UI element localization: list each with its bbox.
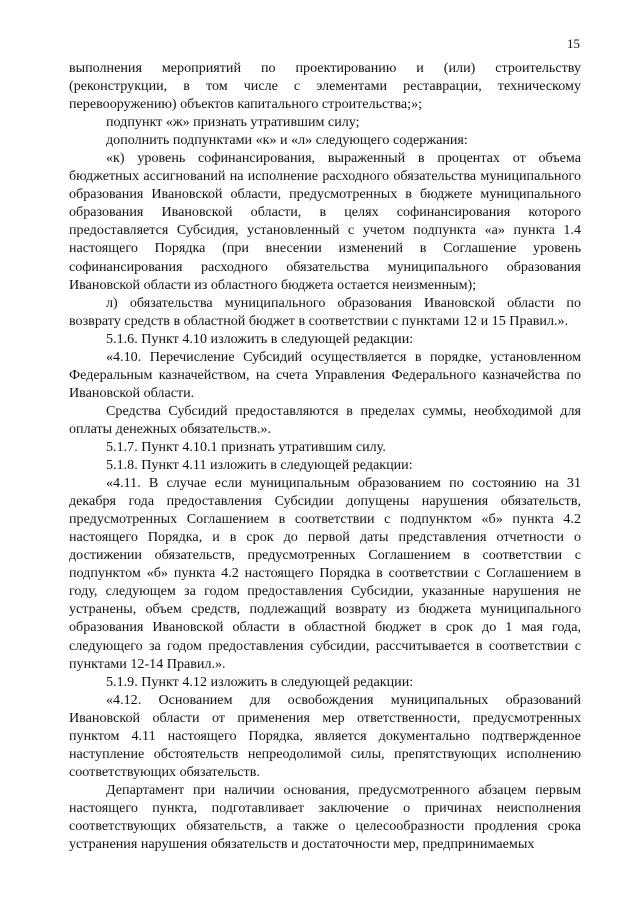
paragraph-subclause-zh: подпункт «ж» признать утратившим силу; [106,114,360,131]
paragraph-4-11: «4.11. В случае если муниципальным образованием по состоянию на 31 декабря года предоставления Субсидии допущены нарушения обязательств, предусмотренных Соглашением в соответствии с подпунктом «б» пункта 4.2 настоящего Порядка, и в срок до первой даты представления отчетности о достижении обязательств, предусмотренных Соглашением в соответствии с подпунктом «б» пункта 4.2 настоящего Порядка в соответствии с Соглашением в году, следующем за годом предоставления Субсидии, указанные нарушения не устранены, объем средств, подлежащий возврату из бюджета муниципального образования Ивановской области в областной бюджет в срок до 1 мая года, следующего за годом предоставления субсидии, рассчитывается в соответствии с пунктами 12-14 Правил.». [69,475,581,672]
paragraph-5-1-9: 5.1.9. Пункт 4.12 изложить в следующей редакции: [106,673,414,690]
paragraph-continuation: выполнения мероприятий по проектированию и (или) строительству (реконструкции, в том числе с элементами реставрации, техническому перевооружению) объектов капитального строительства;»; [69,60,581,113]
paragraph-add-subclauses: дополнить подпунктами «к» и «л» следующего содержания: [106,132,468,149]
paragraph-subsidy-funds: Средства Субсидий предоставляются в пределах суммы, необходимой для оплаты денежных обязательств.». [69,402,581,437]
paragraph-5-1-6: 5.1.6. Пункт 4.10 изложить в следующей редакции: [106,330,414,347]
paragraph-subclause-l: л) обязательства муниципального образования Ивановской области по возврату средств в областной бюджет в соответствии с пунктами 12 и 15 Правил.». [69,294,581,329]
paragraph-4-12: «4.12. Основанием для освобождения муниципальных образований Ивановской области от применения мер ответственности, предусмотренных пунктом 4.11 настоящего Порядка, является документально подтвержденное наступление обстоятельств непреодолимой силы, препятствующих исполнению соответствующих обязательств. [69,691,581,780]
paragraph-5-1-7: 5.1.7. Пункт 4.10.1 признать утратившим силу. [106,438,386,455]
paragraph-department: Департамент при наличии основания, предусмотренного абзацем первым настоящего пункта, подготавливает заключение о причинах неисполнения соответствующих обязательств, а также о целесообразности продления срока устранения нарушения обязательств и достаточности мер, предпринимаемых [69,781,581,853]
document-body [69,59,581,853]
paragraph-4-10: «4.10. Перечисление Субсидий осуществляется в порядке, установленном Федеральным казначейством, на счета Управления Федерального казначейства по Ивановской области. [69,348,581,401]
paragraph-5-1-8: 5.1.8. Пункт 4.11 изложить в следующей редакции: [106,457,413,474]
page-number: 15 [567,36,580,51]
paragraph-subclause-k: «к) уровень софинансирования, выраженный в процентах от объема бюджетных ассигнований на исполнение расходного обязательства муниципального образования Ивановской области, предусмотренных в бюджете муниципального образования Ивановской области, в целях софинансирования которого предоставляется Субсидия, установленный с учетом подпункта «а» пункта 1.4 настоящего Порядка (при внесении изменений в Соглашение уровень софинансирования расходного обязательства муниципального образования Ивановской области из областного бюджета остается неизменным); [69,150,581,293]
